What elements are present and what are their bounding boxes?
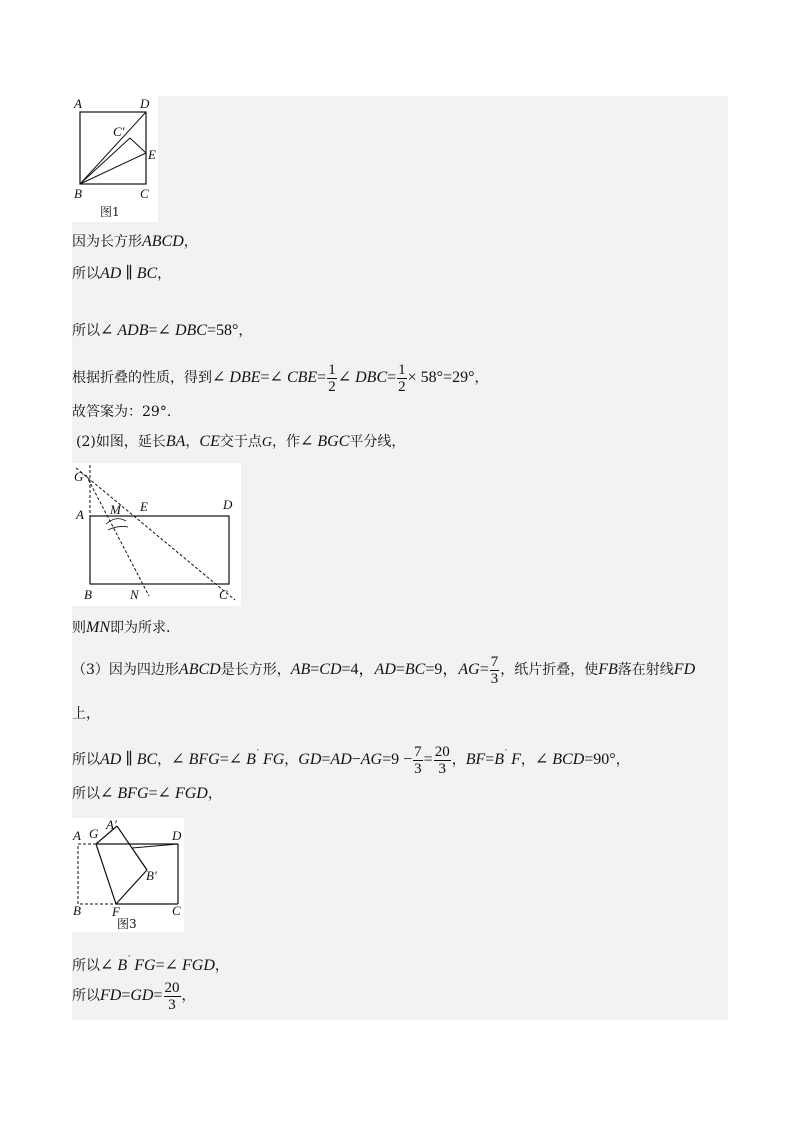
label-c-prime: C′ [113, 124, 125, 139]
text-line-13: 所以FD=GD= $\frac{20}{3}$ ， [72, 979, 196, 1013]
label-e: E [140, 499, 148, 514]
label-a: A [74, 96, 82, 111]
label-a: A [76, 507, 84, 522]
figure-1-caption: 图1 [100, 205, 120, 219]
figure-1 [72, 96, 158, 222]
fraction-twenty-thirds: $\frac{20}{3}$ [434, 743, 450, 777]
text-line-7: 则MN即为所求. [72, 619, 171, 636]
figure-3 [72, 818, 184, 932]
text-line-11: 所以∠ BFG=∠ FGD， [72, 785, 222, 802]
label-e: E [148, 147, 156, 162]
text-line-5: 故答案为：29°. [72, 404, 172, 420]
text-line-3: 所以∠ ADB=∠ DBC=58°， [72, 322, 253, 339]
text-line-12: 所以∠ B′ FG=∠ FGD， [72, 955, 229, 974]
document-page [72, 96, 728, 1020]
label-b: B [73, 903, 81, 918]
text-line-8: （3）因为四边形ABCD是长方形，AB=CD=4，AD=BC=9，AG= $\frac{7}{3}$ ，纸片折叠，使FB落在射线FD [72, 653, 696, 687]
label-m: M [110, 502, 121, 517]
text-line-1: 因为长方形ABCD， [72, 233, 198, 250]
fraction-half-1: $\frac{1}{2}$ [328, 361, 336, 395]
figure-2-diagram [72, 463, 241, 606]
label-b-prime: B′ [146, 868, 157, 883]
fraction-seven-thirds-2: $\frac{7}{3}$ [414, 743, 422, 777]
label-a: A [73, 828, 81, 843]
figure-3-diagram [72, 818, 184, 932]
text-line-2: 所以AD ∥ BC， [72, 265, 172, 282]
label-d: D [172, 828, 182, 843]
label-n: N [130, 587, 139, 602]
figure-3-caption: 图3 [117, 917, 137, 931]
label-b: B [84, 587, 92, 602]
text-line-10: 所以AD ∥ BC，∠ BFG=∠ B′ FG，GD=AD−AG=9 − $\frac{7}{3}$ = $\frac{20}{3}$ ，BF=B′ F，∠ BCD=90°， [72, 743, 630, 777]
label-g: G [74, 469, 84, 484]
label-d: D [223, 497, 233, 512]
text-line-4: 根据折叠的性质，得到∠ DBE=∠ CBE= $\frac{1}{2}$ ∠ DBC= $\frac{1}{2}$ × 58°=29°， [72, 361, 489, 395]
label-c: C [140, 186, 149, 201]
label-b: B [74, 186, 82, 201]
label-c: C [172, 903, 181, 918]
text-line-6: (2)如图，延长BA，CE交于点G，作∠ BGC平分线， [76, 433, 406, 450]
label-c: C [219, 587, 228, 602]
fraction-twenty-thirds-2: $\frac{20}{3}$ [164, 979, 180, 1013]
label-a-prime: A′ [106, 818, 117, 832]
fraction-seven-thirds: $\frac{7}{3}$ [490, 653, 499, 687]
figure-1-diagram [72, 96, 158, 222]
fraction-half-2: $\frac{1}{2}$ [398, 361, 406, 395]
label-d: D [140, 96, 150, 111]
label-f: F [112, 904, 120, 919]
figure-2 [72, 463, 241, 606]
label-g: G [89, 826, 99, 841]
text-line-9: 上， [72, 706, 100, 722]
